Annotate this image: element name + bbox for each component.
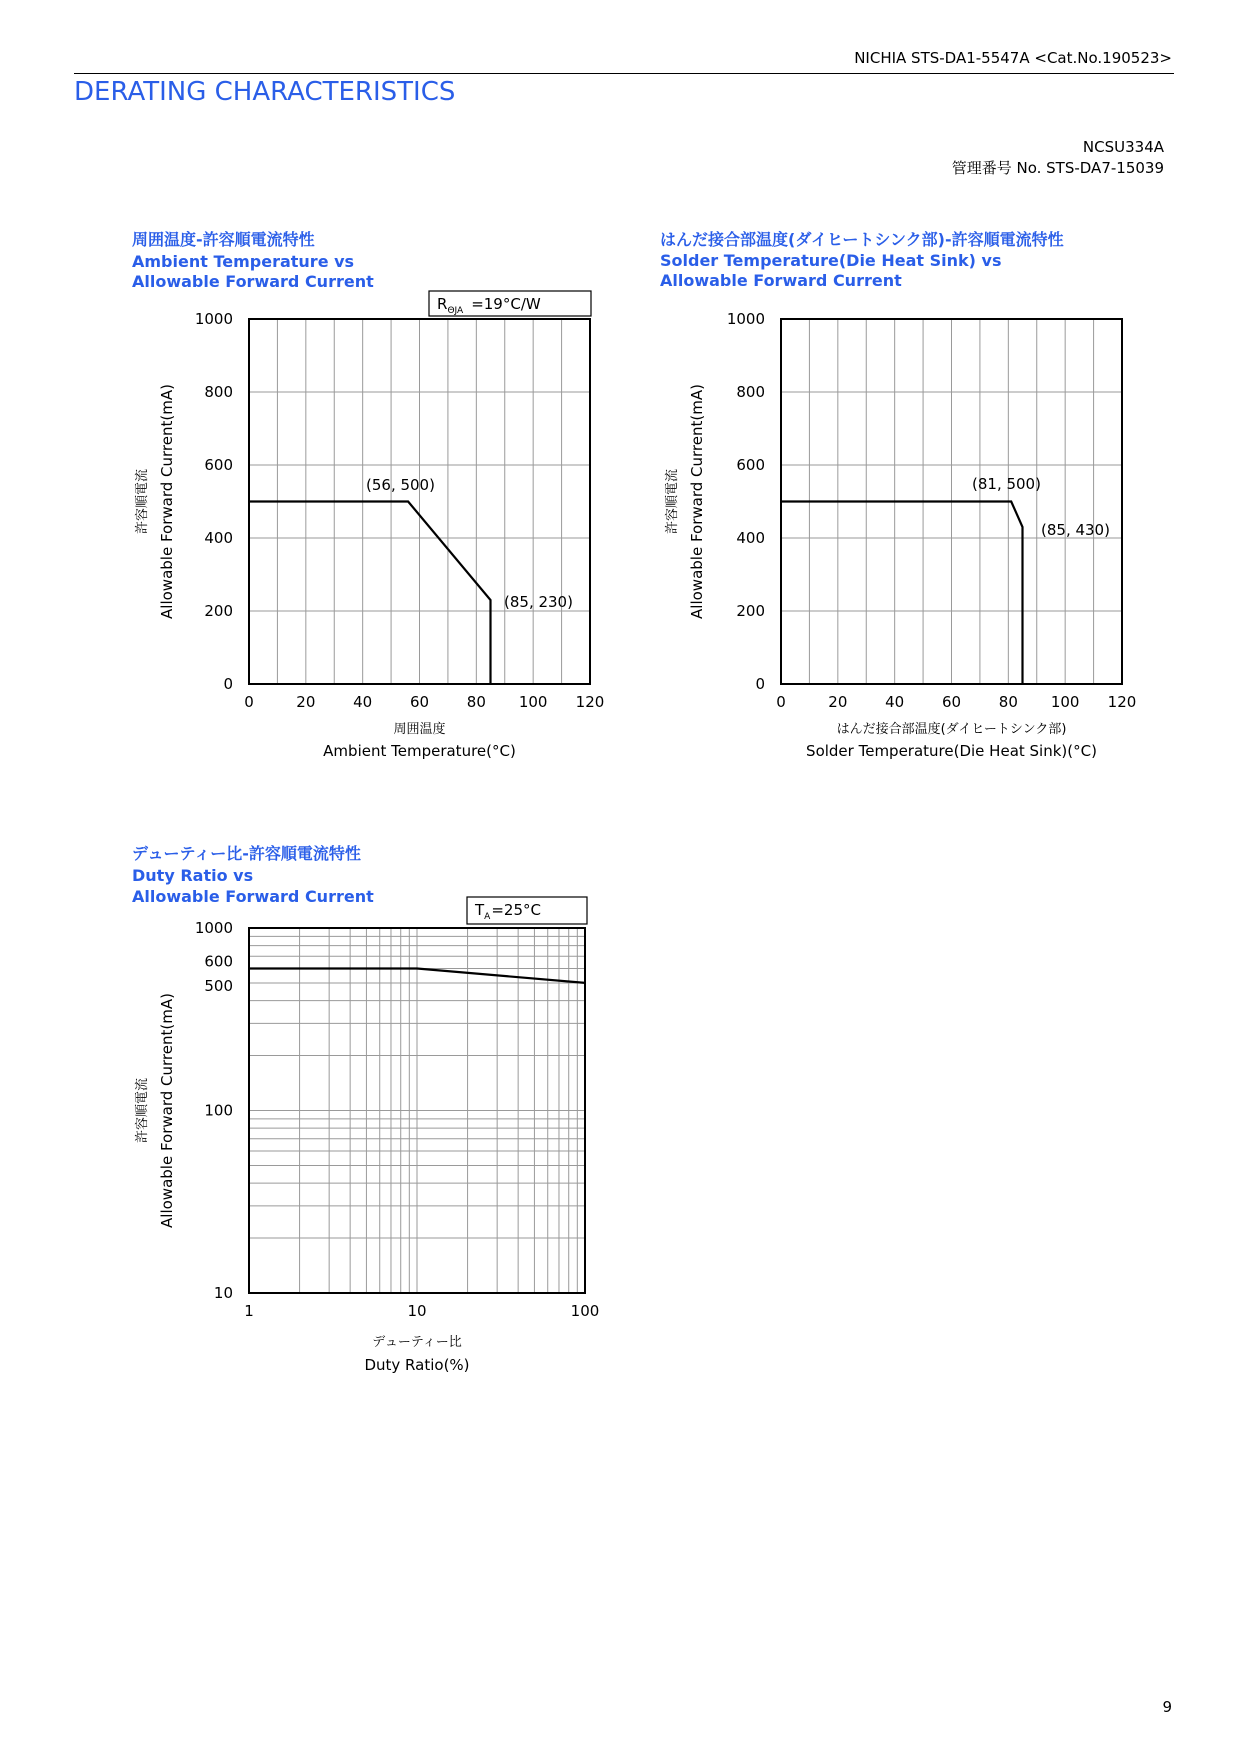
- chart3-y-axis-label-ja: 許容順電流: [135, 1077, 150, 1144]
- chart2-y-axis-label-ja: 許容順電流: [665, 468, 680, 535]
- chart1-x-tick-label: 0: [244, 693, 254, 711]
- chart1-x-axis-label-ja: 周囲温度: [393, 722, 446, 737]
- chart1-condition-label: $R_{\Theta JA} =19^\circ C/W$: [437, 295, 541, 316]
- chart2-y-tick-label: 200: [736, 602, 765, 620]
- chart1-y-tick-label: 400: [204, 529, 233, 547]
- chart1-data-point-label: (56, 500): [366, 476, 435, 494]
- chart3-y-tick-label: 500: [204, 976, 233, 995]
- chart1-title-en-line1: Ambient Temperature vs: [132, 252, 355, 271]
- document-number: 管理番号 No. STS-DA7-15039: [951, 159, 1164, 177]
- chart3-y-tick-label: 1000: [194, 919, 233, 937]
- chart3-y-tick-label: 10: [213, 1284, 233, 1302]
- chart1-y-tick-label: 200: [204, 602, 233, 620]
- chart3-x-axis-label-ja: デューティー比: [372, 1335, 462, 1350]
- chart3-x-tick-label: 1: [244, 1302, 254, 1320]
- chart1-x-tick-label: 60: [409, 693, 430, 711]
- chart2-x-axis-label-ja: はんだ接合部温度(ダイヒートシンク部): [836, 722, 1067, 737]
- chart2-data-point-label: (81, 500): [972, 475, 1041, 493]
- chart3-title-ja: デューティー比-許容順電流特性: [132, 844, 361, 863]
- chart1-x-tick-label: 120: [575, 693, 605, 711]
- chart1-title-en-line2: Allowable Forward Current: [132, 272, 374, 291]
- page-title: DERATING CHARACTERISTICS: [74, 77, 456, 107]
- chart2-y-tick-label: 1000: [726, 310, 765, 328]
- chart2-x-axis-label: Solder Temperature(Die Heat Sink)(°C): [806, 742, 1097, 760]
- chart2-y-axis-label: Allowable Forward Current(mA): [688, 384, 706, 619]
- chart1-title-ja: 周囲温度-許容順電流特性: [132, 230, 315, 249]
- chart3-y-tick-label: 600: [204, 952, 233, 971]
- chart3-y-tick-label: 100: [204, 1101, 233, 1120]
- chart2-y-tick-label: 600: [736, 456, 765, 474]
- chart1-y-tick-label: 600: [204, 456, 233, 474]
- chart1-y-tick-label: 0: [223, 675, 233, 693]
- chart2-title-en-line1: Solder Temperature(Die Heat Sink) vs: [660, 251, 1002, 270]
- chart2-x-tick-label: 60: [941, 693, 962, 711]
- chart2-x-tick-label: 120: [1107, 693, 1137, 711]
- chart1-y-tick-label: 1000: [194, 310, 233, 328]
- chart3-x-axis-label: Duty Ratio(%): [364, 1356, 470, 1374]
- product-code: NCSU334A: [1082, 138, 1164, 156]
- chart1-y-tick-label: 800: [204, 383, 233, 401]
- chart1-x-tick-label: 40: [353, 693, 373, 711]
- document-reference: NICHIA STS-DA1-5547A <Cat.No.190523>: [854, 49, 1172, 67]
- chart2-x-tick-label: 100: [1050, 693, 1080, 711]
- chart3-y-axis-label: Allowable Forward Current(mA): [158, 993, 176, 1228]
- chart2-x-tick-label: 40: [885, 693, 905, 711]
- chart2-x-tick-label: 80: [998, 693, 1018, 711]
- chart1-x-tick-label: 80: [466, 693, 486, 711]
- chart2-y-tick-label: 800: [736, 383, 765, 401]
- chart3-x-tick-label: 100: [570, 1302, 600, 1320]
- chart3-x-tick-label: 10: [407, 1302, 427, 1320]
- chart1-x-tick-label: 20: [296, 693, 316, 711]
- chart2-y-tick-label: 400: [736, 529, 765, 547]
- chart2-data-line: [781, 502, 1023, 685]
- chart2-x-tick-label: 0: [776, 693, 786, 711]
- page-number: 9: [1162, 1698, 1172, 1716]
- chart2-title-ja: はんだ接合部温度(ダイヒートシンク部)-許容順電流特性: [660, 230, 1064, 249]
- chart1-y-axis-label: Allowable Forward Current(mA): [158, 384, 176, 619]
- chart2-x-tick-label: 20: [828, 693, 848, 711]
- chart2-data-point-label: (85, 430): [1041, 521, 1110, 539]
- chart1-x-tick-label: 100: [518, 693, 548, 711]
- chart1-data-point-label: (85, 230): [504, 593, 573, 611]
- chart2-y-tick-label: 0: [755, 675, 765, 693]
- chart1-x-axis-label: Ambient Temperature(°C): [323, 742, 516, 760]
- chart1-data-line: [249, 502, 491, 685]
- chart1-y-axis-label-ja: 許容順電流: [135, 468, 150, 535]
- chart2-title-en-line2: Allowable Forward Current: [660, 271, 902, 290]
- chart3-title-en-line1: Duty Ratio vs: [132, 866, 254, 885]
- chart3-condition-label: $T_A=25^\circ C$: [475, 901, 541, 922]
- chart3-title-en-line2: Allowable Forward Current: [132, 887, 374, 906]
